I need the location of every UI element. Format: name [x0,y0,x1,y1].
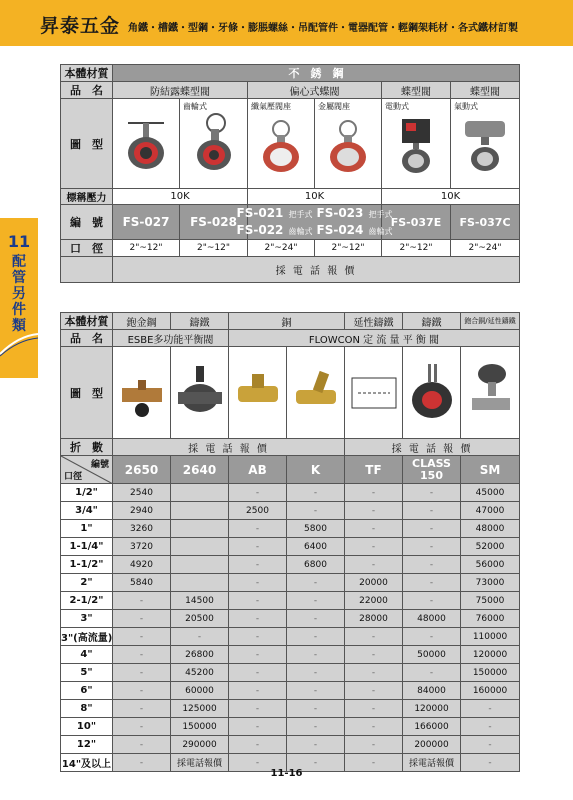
price-cell: - [287,592,345,610]
material-value: 不 銹 鋼 [113,65,520,82]
section-number: 11 [7,232,31,251]
row-size: 8" [61,700,113,718]
price-cell: - [229,664,287,682]
material-value: 銅 [229,313,345,330]
row-size: 1-1/2" [61,556,113,574]
brass-valve-icon [290,358,342,428]
product-name: FLOWCON 定 流 量 平 衡 閥 [229,330,520,347]
price-cell: 150000 [461,664,520,682]
page-number: 11-16 [270,768,303,779]
price-cell [171,556,229,574]
price-cell: - [287,664,345,682]
price-cell: - [229,754,287,772]
price-cell: - [287,484,345,502]
model-code: FS-024 [316,223,364,237]
price-cell: 48000 [461,520,520,538]
material-value: 鉋金鋼 [113,313,171,330]
tagline: 角鐵・槽鐵・型鋼・牙條・膨脹螺絲・吊配管件・電器配管・輕鋼架耗材・各式鐵材訂製 [128,23,518,34]
price-cell: - [113,610,171,628]
valve-image [113,99,180,189]
eccentric-valve-icon [253,109,309,179]
price-cell: - [345,664,403,682]
price-cell: - [113,646,171,664]
price-cell: - [229,592,287,610]
price-cell: - [287,646,345,664]
column-header: TF [345,456,403,484]
product-name: 蝶型閥 [382,82,451,99]
row-size: 3" [61,610,113,628]
price-cell: 200000 [403,736,461,754]
price-cell: 166000 [403,718,461,736]
price-cell: 14500 [171,592,229,610]
price-cell: - [403,592,461,610]
price-cell: - [287,628,345,646]
table-row [61,610,520,628]
price-cell: - [171,628,229,646]
pressure-label: 標稱壓力 [61,189,113,205]
material-value: 鑄鐵 [403,313,461,330]
price-cell: - [403,484,461,502]
table-row [61,484,520,502]
code-size-header [61,456,113,484]
price-cell: 5800 [287,520,345,538]
material-value: 鑄鐵 [171,313,229,330]
brass-valve-icon [232,358,284,428]
price-cell: - [113,736,171,754]
price-cell: 2540 [113,484,171,502]
row-size: 10" [61,718,113,736]
valve-image [180,99,248,189]
price-cell: - [113,628,171,646]
product-name: 防結露蝶型閥 [113,82,248,99]
product-name: ESBE多功能平衡閥 [113,330,229,347]
column-header: 2650 [113,456,171,484]
valve-image [403,347,461,439]
price-cell [171,538,229,556]
price-cell: - [403,538,461,556]
blank-cell [61,257,113,283]
price-cell: - [345,646,403,664]
image-label: 圖 型 [61,99,113,189]
table-row [61,538,520,556]
size-value: 2"~12" [113,240,180,257]
price-cell: 150000 [171,718,229,736]
valve-image [248,99,315,189]
section-char: 件 [12,302,26,318]
price-cell: - [403,556,461,574]
row-size: 14"及以上 [61,754,113,772]
table-row [61,736,520,754]
row-size: 2-1/2" [61,592,113,610]
valve-image [287,347,345,439]
balance-valve-icon [116,358,168,428]
price-cell: - [403,664,461,682]
table-row [61,718,520,736]
price-cell: - [229,610,287,628]
valve-image [345,347,403,439]
price-cell: - [229,736,287,754]
price-cell: - [403,502,461,520]
price-cell: 120000 [461,646,520,664]
price-cell [171,520,229,538]
code-label: 編 號 [61,205,113,240]
price-cell: - [229,682,287,700]
sub-label: 電動式 [385,102,409,111]
table-row [61,502,520,520]
header-bar [0,0,573,46]
size-value: 2"~24" [248,240,315,257]
price-cell: - [287,574,345,592]
price-cell: - [461,754,520,772]
price-cell: - [461,736,520,754]
price-cell: 75000 [461,592,520,610]
price-cell [171,574,229,592]
price-cell: 26800 [171,646,229,664]
column-header: AB [229,456,287,484]
balance-valve-table [60,312,520,772]
size-label: 口徑 [64,472,83,482]
price-cell: - [287,610,345,628]
row-size: 12" [61,736,113,754]
section-tab [0,218,38,378]
price-cell: 4920 [113,556,171,574]
price-cell: 6400 [287,538,345,556]
price-cell: - [113,682,171,700]
price-cell [171,502,229,520]
pressure-value: 10K [382,189,520,205]
price-cell: 5840 [113,574,171,592]
price-cell [171,484,229,502]
product-name: 蝶型閥 [451,82,520,99]
size-label: 口 徑 [61,240,113,257]
swoosh-icon [0,332,38,356]
row-size: 1/2" [61,484,113,502]
price-cell: 47000 [461,502,520,520]
price-cell: - [229,646,287,664]
price-cell: - [345,502,403,520]
butterfly-valve-icon [118,109,174,179]
price-cell: 3720 [113,538,171,556]
price-cell: 45000 [461,484,520,502]
code-label: 編號 [90,460,109,470]
row-size: 1" [61,520,113,538]
column-header: SM [461,456,520,484]
price-cell: 28000 [345,610,403,628]
price-cell: 56000 [461,556,520,574]
brand-name: 昇泰五金 [40,15,121,37]
price-cell: 採電話報價 [171,754,229,772]
row-size: 2" [61,574,113,592]
price-cell: - [287,754,345,772]
price-cell: - [229,520,287,538]
price-cell: - [345,700,403,718]
row-size: 3/4" [61,502,113,520]
price-cell: - [287,502,345,520]
table-row [61,556,520,574]
pressure-value: 10K [248,189,382,205]
actuator-valve-icon [464,358,516,428]
size-value: 2"~12" [180,240,248,257]
valve-image [113,347,171,439]
price-cell: 45200 [171,664,229,682]
material-label: 本體材質 [61,313,113,330]
price-cell: 2500 [229,502,287,520]
size-value: 2"~12" [315,240,382,257]
price-cell: 6800 [287,556,345,574]
price-cell: - [113,700,171,718]
price-cell: 125000 [171,700,229,718]
pressure-value: 10K [113,189,248,205]
model-code: FS-022 [236,223,284,237]
price-cell: - [287,736,345,754]
price-cell: - [229,538,287,556]
valve-image [315,99,382,189]
price-cell: - [345,718,403,736]
table-row [61,700,520,718]
price-cell: - [287,700,345,718]
price-cell: 84000 [403,682,461,700]
price-cell: - [345,556,403,574]
row-size: 3"(高流量) [61,628,113,646]
price-cell: - [287,718,345,736]
material-value: 鉋合銅/延性鑄鐵 [461,313,520,330]
row-size: 6" [61,682,113,700]
model-code: FS-023 [316,206,364,220]
section-char: 配 [12,254,26,270]
table-row [61,682,520,700]
wafer-diagram-icon [348,358,400,428]
eccentric-valve-icon [320,109,376,179]
price-cell: 22000 [345,592,403,610]
size-value: 2"~24" [451,240,520,257]
price-cell: 120000 [403,700,461,718]
pneumatic-valve-icon [457,109,513,179]
butterfly-valve-table [60,64,520,283]
size-value: 2"~12" [382,240,451,257]
price-cell: - [345,682,403,700]
product-name: 偏心式蝶閥 [248,82,382,99]
name-label: 品 名 [61,82,113,99]
section-title [0,254,38,334]
valve-image [451,99,520,189]
code-note: 把手式 [368,210,393,219]
model-code: FS-027 [113,205,180,240]
price-cell: - [345,754,403,772]
price-cell: - [345,484,403,502]
price-cell: 20000 [345,574,403,592]
price-cell: 3260 [113,520,171,538]
table-row [61,592,520,610]
code-note: 齒輪式 [368,227,393,236]
model-code: FS-037C [451,205,520,240]
price-cell: - [287,682,345,700]
valve-image [382,99,451,189]
price-cell: - [403,628,461,646]
price-cell: 20500 [171,610,229,628]
model-code: FS-028 [180,205,248,240]
price-cell: 50000 [403,646,461,664]
price-cell: - [345,520,403,538]
price-cell: - [345,538,403,556]
row-size: 1-1/4" [61,538,113,556]
price-cell: 110000 [461,628,520,646]
price-cell: - [229,556,287,574]
price-cell: 60000 [171,682,229,700]
price-cell: - [113,718,171,736]
price-cell: - [113,754,171,772]
price-cell: 290000 [171,736,229,754]
model-code-group [236,205,393,240]
price-cell: 2940 [113,502,171,520]
code-note: 把手式 [288,210,313,219]
table-row [61,520,520,538]
valve-image [461,347,520,439]
price-cell: - [345,628,403,646]
model-code: FS-037E [382,205,451,240]
row-size: 5" [61,664,113,682]
price-cell: 48000 [403,610,461,628]
price-cell: 73000 [461,574,520,592]
wafer-valve-icon [406,358,458,428]
price-cell: - [113,664,171,682]
material-value: 延性鑄鐵 [345,313,403,330]
price-cell: - [229,700,287,718]
material-label: 本體材質 [61,65,113,82]
table-row [61,646,520,664]
price-cell: - [229,574,287,592]
table-row [61,574,520,592]
row-size: 4" [61,646,113,664]
price-cell: 76000 [461,610,520,628]
price-note: 採 電 話 報 價 [345,439,520,456]
sub-label: 金屬閥座 [318,102,350,111]
price-cell: - [461,700,520,718]
sub-label: 氣動式 [454,102,478,111]
price-cell: 52000 [461,538,520,556]
column-header: 2640 [171,456,229,484]
gear-valve-icon [186,109,242,179]
table-row [61,628,520,646]
balance-valve-icon [174,358,226,428]
section-char: 類 [12,318,26,334]
price-cell: - [229,628,287,646]
price-cell: - [229,484,287,502]
section-char: 另 [12,286,26,302]
sub-label: 纖氣壓閥座 [251,102,291,111]
price-cell: - [403,520,461,538]
price-cell: 160000 [461,682,520,700]
section-char: 管 [12,270,26,286]
price-cell: - [113,592,171,610]
price-note: 採 電 話 報 價 [113,257,520,283]
price-rows [61,484,520,772]
discount-label: 折 數 [61,439,113,456]
column-header: K [287,456,345,484]
valve-image [171,347,229,439]
valve-image [229,347,287,439]
sub-label: 齒輪式 [183,102,207,111]
price-cell: - [345,736,403,754]
column-header: CLASS 150 [403,456,461,484]
image-label: 圖 型 [61,347,113,439]
price-cell: 採電話報價 [403,754,461,772]
model-code: FS-021 [236,206,284,220]
name-label: 品 名 [61,330,113,347]
price-cell: - [229,718,287,736]
price-cell: - [403,574,461,592]
price-note: 採 電 話 報 價 [113,439,345,456]
code-note: 齒輪式 [288,227,313,236]
price-cell: - [461,718,520,736]
table-row [61,664,520,682]
electric-valve-icon [388,109,444,179]
